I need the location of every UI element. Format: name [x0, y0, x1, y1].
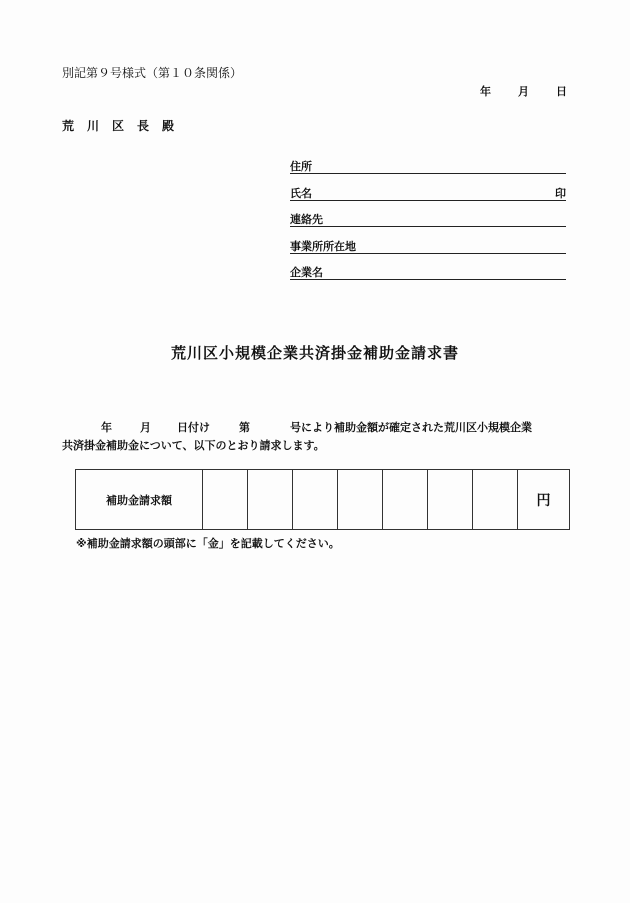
company-name-field[interactable] [290, 264, 566, 280]
date-day-label: 日 [556, 85, 567, 98]
amount-digit-cell[interactable] [338, 470, 383, 530]
body-dated-label: 日付け [177, 421, 210, 434]
office-location-field[interactable] [290, 238, 566, 254]
body-month-label: 月 [140, 421, 151, 434]
date-month-label: 月 [518, 85, 529, 98]
amount-row [76, 470, 570, 530]
addressee: 荒川区長殿 [62, 119, 188, 133]
amount-digit-cell[interactable] [248, 470, 293, 530]
amount-label: 補助金請求額 [76, 470, 203, 530]
amount-digit-cell[interactable] [473, 470, 518, 530]
amount-note: ※補助金請求額の頭部に「金」を記載してください。 [76, 537, 340, 550]
amount-digit-cell[interactable] [293, 470, 338, 530]
name-label: 氏名 [290, 187, 312, 200]
contact-field[interactable] [290, 211, 566, 227]
amount-digit-cell[interactable] [203, 470, 248, 530]
amount-digit-cell[interactable] [428, 470, 473, 530]
office-location-label: 事業所所在地 [290, 240, 356, 253]
amount-digit-cell[interactable] [383, 470, 428, 530]
address-field[interactable] [290, 158, 566, 174]
yen-unit: 円 [518, 470, 570, 530]
document-title: 荒川区小規模企業共済掛金補助金請求書 [170, 344, 459, 362]
seal-mark: 印 [555, 187, 566, 200]
body-year-label: 年 [101, 421, 112, 434]
amount-table [75, 469, 570, 530]
date-year-label: 年 [480, 85, 491, 98]
contact-label: 連絡先 [290, 213, 323, 226]
name-field[interactable] [290, 185, 566, 201]
form-reference: 別記第９号様式（第１０条関係） [62, 66, 243, 80]
body-line-1: 号により補助金額が確定された荒川区小規模企業 [290, 421, 532, 434]
body-line-2: 共済掛金補助金について、以下のとおり請求します。 [62, 439, 325, 452]
address-label: 住所 [290, 160, 312, 173]
company-name-label: 企業名 [290, 266, 323, 279]
body-number-prefix: 第 [239, 421, 250, 434]
